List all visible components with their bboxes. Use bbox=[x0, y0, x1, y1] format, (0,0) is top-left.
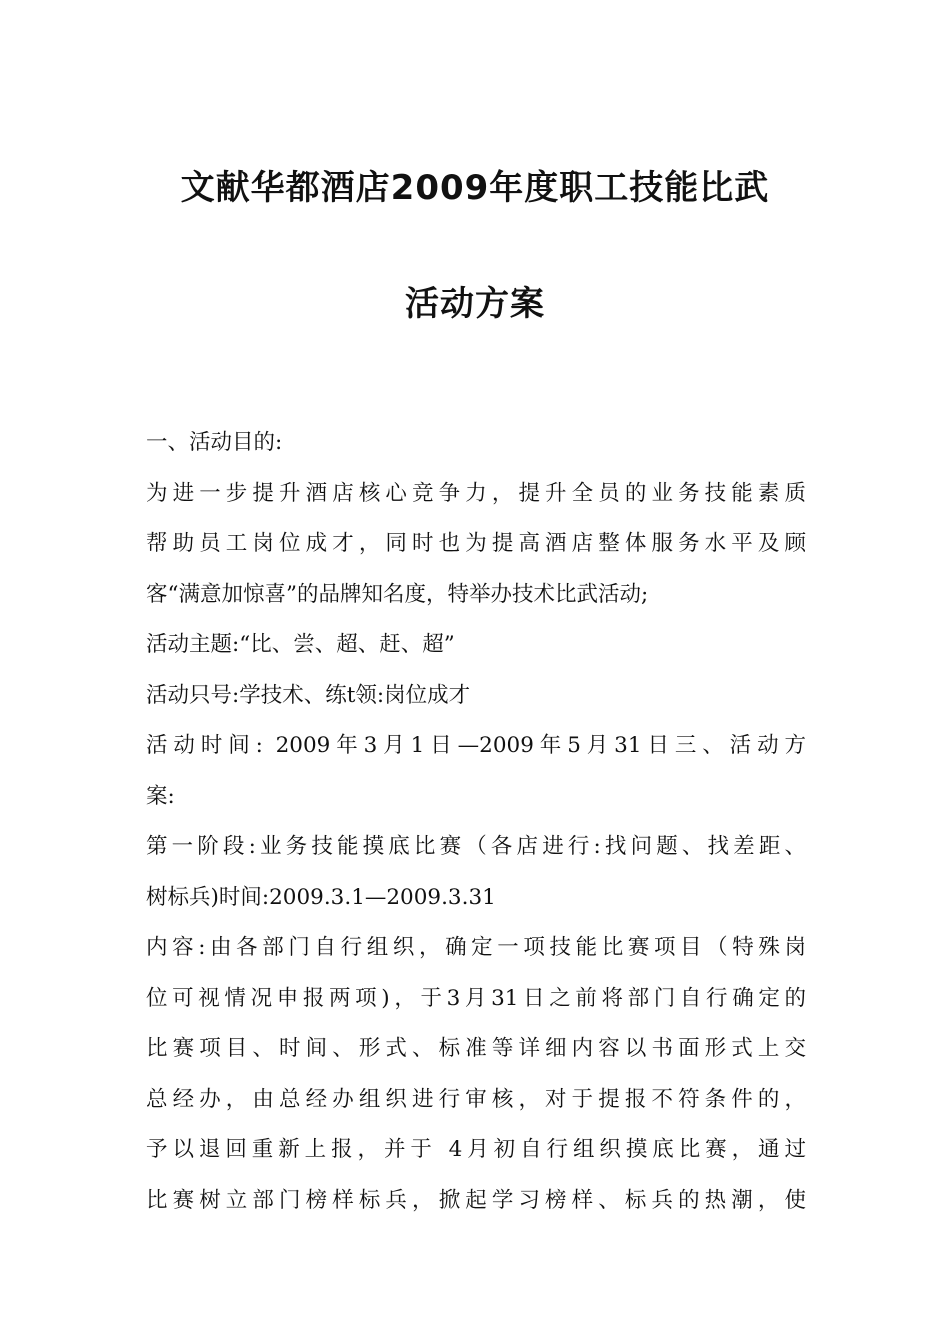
body-line: 帮助员工岗位成才，同时也为提高酒店整体服务水平及顾 bbox=[146, 531, 806, 556]
body-line: 案: bbox=[146, 783, 175, 809]
body-line: 内容:由各部门自行组织，确定一项技能比赛项目（特殊岗 bbox=[146, 935, 806, 960]
document-subtitle: 活动方案 bbox=[405, 284, 545, 324]
body-line: 比赛项目、时间、形式、标准等详细内容以书面形式上交 bbox=[146, 1036, 806, 1061]
body-line: 予以退回重新上报，并于 4月初自行组织摸底比赛，通过 bbox=[146, 1137, 806, 1162]
activity-slogan-line: 活动只号:学技术、练t领:岗位成才 bbox=[146, 682, 471, 708]
body-line: 比赛树立部门榜样标兵，掀起学习榜样、标兵的热潮，使 bbox=[146, 1187, 806, 1213]
phase-one-time-line: 树标兵)时间:2009.3.1—2009.3.31 bbox=[146, 884, 496, 910]
phase-one-heading-line: 第一阶段:业务技能摸底比赛（各店进行:找问题、找差距、 bbox=[146, 834, 806, 859]
activity-theme-line: 活动主题:“比、尝、超、赶、超” bbox=[146, 632, 455, 657]
section-heading-purpose: 一、活动目的: bbox=[146, 430, 283, 455]
body-line: 为进一步提升酒店核心竞争力，提升全员的业务技能素质 bbox=[146, 480, 806, 506]
body-line: 总经办，由总经办组织进行审核，对于提报不符条件的， bbox=[146, 1086, 806, 1112]
document-title: 文献华都酒店2009年度职工技能比武 bbox=[180, 168, 770, 208]
document-body bbox=[146, 418, 806, 1226]
activity-time-line: 活动时间: 2009年3月1日—2009年5月31日三、活动方 bbox=[146, 733, 806, 758]
body-line: 客“满意加惊喜”的品牌知名度，特举办技术比武活动; bbox=[146, 581, 649, 607]
body-line: 位可视情况申报两项)，于3月31日之前将部门自行确定的 bbox=[146, 985, 806, 1011]
